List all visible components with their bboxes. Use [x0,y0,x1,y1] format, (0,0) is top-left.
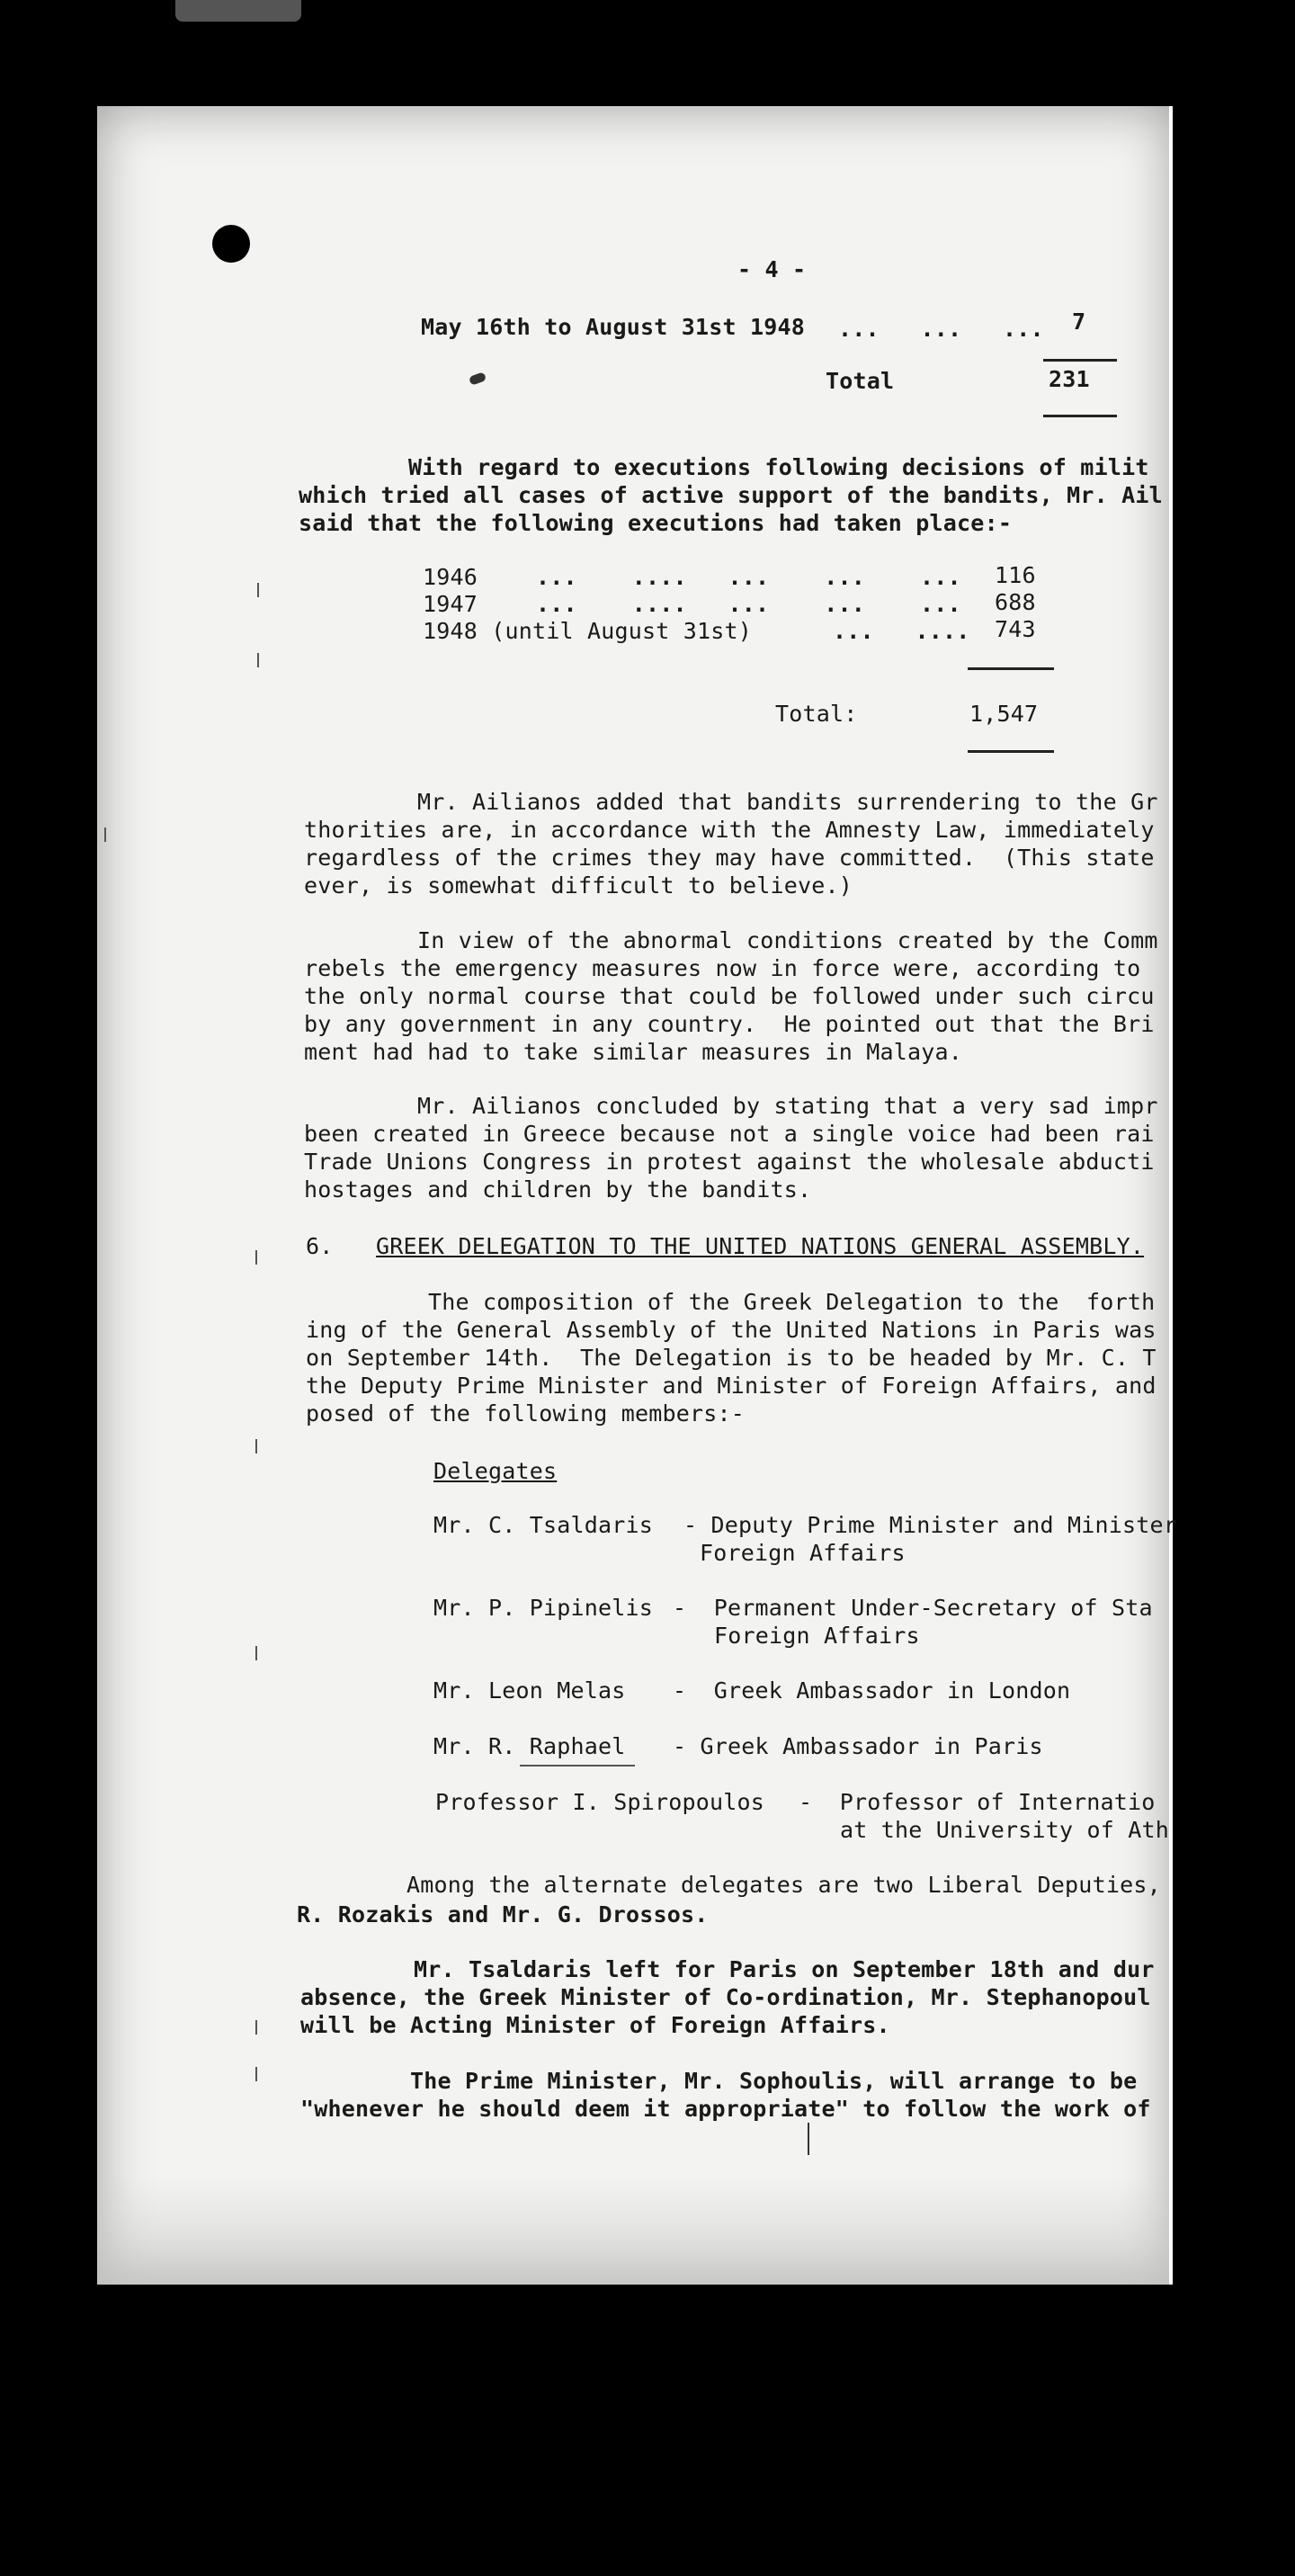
para3-line4: by any government in any country. He pointed out that the Bri [304,1011,1155,1037]
para4-line4: hostages and children by the bandits. [304,1176,812,1203]
execution-value: 116 [995,562,1036,588]
period-dots: ... ... ... [838,316,1044,342]
punch-hole [212,225,250,263]
delegate-role: - Greek Ambassador in London [673,1677,1071,1704]
delegates-heading: Delegates [433,1458,558,1484]
para4-line3: Trade Unions Congress in protest against the wholesale abducti [304,1149,1155,1175]
para5-line2: ing of the General Assembly of the United Nations in Paris was [306,1317,1157,1343]
para2-line2: thorities are, in accordance with the Amnesty Law, immediately [304,817,1155,843]
execution-value: 743 [995,616,1036,642]
delegate-name: Mr. Leon Melas [433,1677,626,1704]
delegate-name: Mr. C. Tsaldaris [433,1512,654,1538]
executions-rule-bottom [968,750,1054,753]
para5-line4: the Deputy Prime Minister and Minister of Foreign Affairs, and [306,1373,1157,1399]
section-number: 6. [306,1233,334,1259]
para6-line2: R. Rozakis and Mr. G. Drossos. [297,1901,709,1928]
delegate-role: - Greek Ambassador in Paris [673,1733,1043,1759]
period-total-label: Total [826,368,895,394]
para1-line3: said that the following executions had taken place:- [299,510,1013,536]
total-rule-top [1043,359,1117,362]
para5-line5: posed of the following members:- [306,1400,746,1427]
margin-tick [255,1646,257,1660]
delegate-role-cont: Foreign Affairs [700,1540,906,1566]
margin-tick [255,1250,257,1265]
para2-line3: regardless of the crimes they may have committed. (This state [304,845,1155,871]
execution-year: 1947 [423,591,478,617]
para5-line3: on September 14th. The Delegation is to be headed by Mr. C. T [306,1345,1157,1371]
para2-line4: ever, is somewhat difficult to believe.) [304,872,853,899]
period-value: 7 [1072,309,1086,335]
execution-value: 688 [995,589,1036,615]
period-total-value: 231 [1049,366,1090,392]
para8-line1: The Prime Minister, Mr. Sophoulis, will arrange to be [410,2068,1138,2094]
para5-line1: The composition of the Greek Delegation to the forth [428,1289,1156,1315]
para3-line1: In view of the abnormal conditions created by the Comm [417,927,1158,953]
section-heading: GREEK DELEGATION TO THE UNITED NATIONS GENERAL ASSEMBLY. [376,1233,1145,1259]
para2-line1: Mr. Ailianos added that bandits surrendering to the Gr [417,789,1158,815]
total-rule-bottom [1043,415,1117,417]
page-number: - 4 - [737,256,807,282]
para7-line2: absence, the Greek Minister of Co-ordination, Mr. Stephanopoul [300,1984,1151,2010]
page-right-edge [1169,106,1173,2285]
margin-tick [255,2020,257,2035]
margin-tick [255,2067,257,2081]
executions-total-label: Total: [775,701,858,727]
execution-dots: ... .... ... ... ... [536,591,961,617]
para3-line2: rebels the emergency measures now in force were, according to [304,955,1141,981]
delegate-role-cont: Foreign Affairs [714,1623,920,1649]
execution-year: 1948 (until August 31st) [423,618,753,644]
margin-tick [257,653,259,667]
para7-line1: Mr. Tsaldaris left for Paris on September 18th and dur [414,1956,1155,1982]
professor-role-cont: at the University of Ath [840,1817,1170,1843]
para4-line1: Mr. Ailianos concluded by stating that a very sad impr [417,1093,1158,1119]
para7-line3: will be Acting Minister of Foreign Affairs. [300,2012,890,2038]
execution-dots: ... .... ... ... ... [536,564,961,590]
margin-tick [257,583,259,597]
pencil-mark [808,2123,809,2155]
para3-line5: ment had had to take similar measures in Malaya. [304,1039,963,1065]
margin-tick [255,1439,257,1453]
executions-total-value: 1,547 [969,701,1039,727]
delegate-role: - Deputy Prime Minister and Minister [683,1512,1178,1538]
para6-line1: Among the alternate delegates are two Liberal Deputies, [406,1872,1161,1898]
delegate-name: Mr. P. Pipinelis [433,1595,654,1621]
para8-line2: "whenever he should deem it appropriate" to follow the work of [300,2096,1151,2122]
execution-year: 1946 [423,564,478,590]
para1-line1: With regard to executions following decisions of milit [408,454,1149,480]
delegate-role: - Permanent Under-Secretary of Sta [673,1595,1153,1621]
executions-rule-top [968,667,1054,670]
para1-line2: which tried all cases of active support of the bandits, Mr. Ail [299,482,1163,508]
execution-dots: ... .... [833,618,970,644]
top-edge-mark [175,0,301,22]
period-label: May 16th to August 31st 1948 [421,314,806,340]
professor-role: - Professor of Internatio [799,1789,1156,1815]
professor-name: Professor I. Spiropoulos [435,1789,765,1815]
margin-mark [104,827,106,842]
handwritten-underline [520,1765,635,1767]
para4-line2: been created in Greece because not a single voice had been rai [304,1121,1155,1147]
delegate-name: Mr. R. Raphael [433,1733,626,1759]
para3-line3: the only normal course that could be followed under such circu [304,983,1155,1009]
